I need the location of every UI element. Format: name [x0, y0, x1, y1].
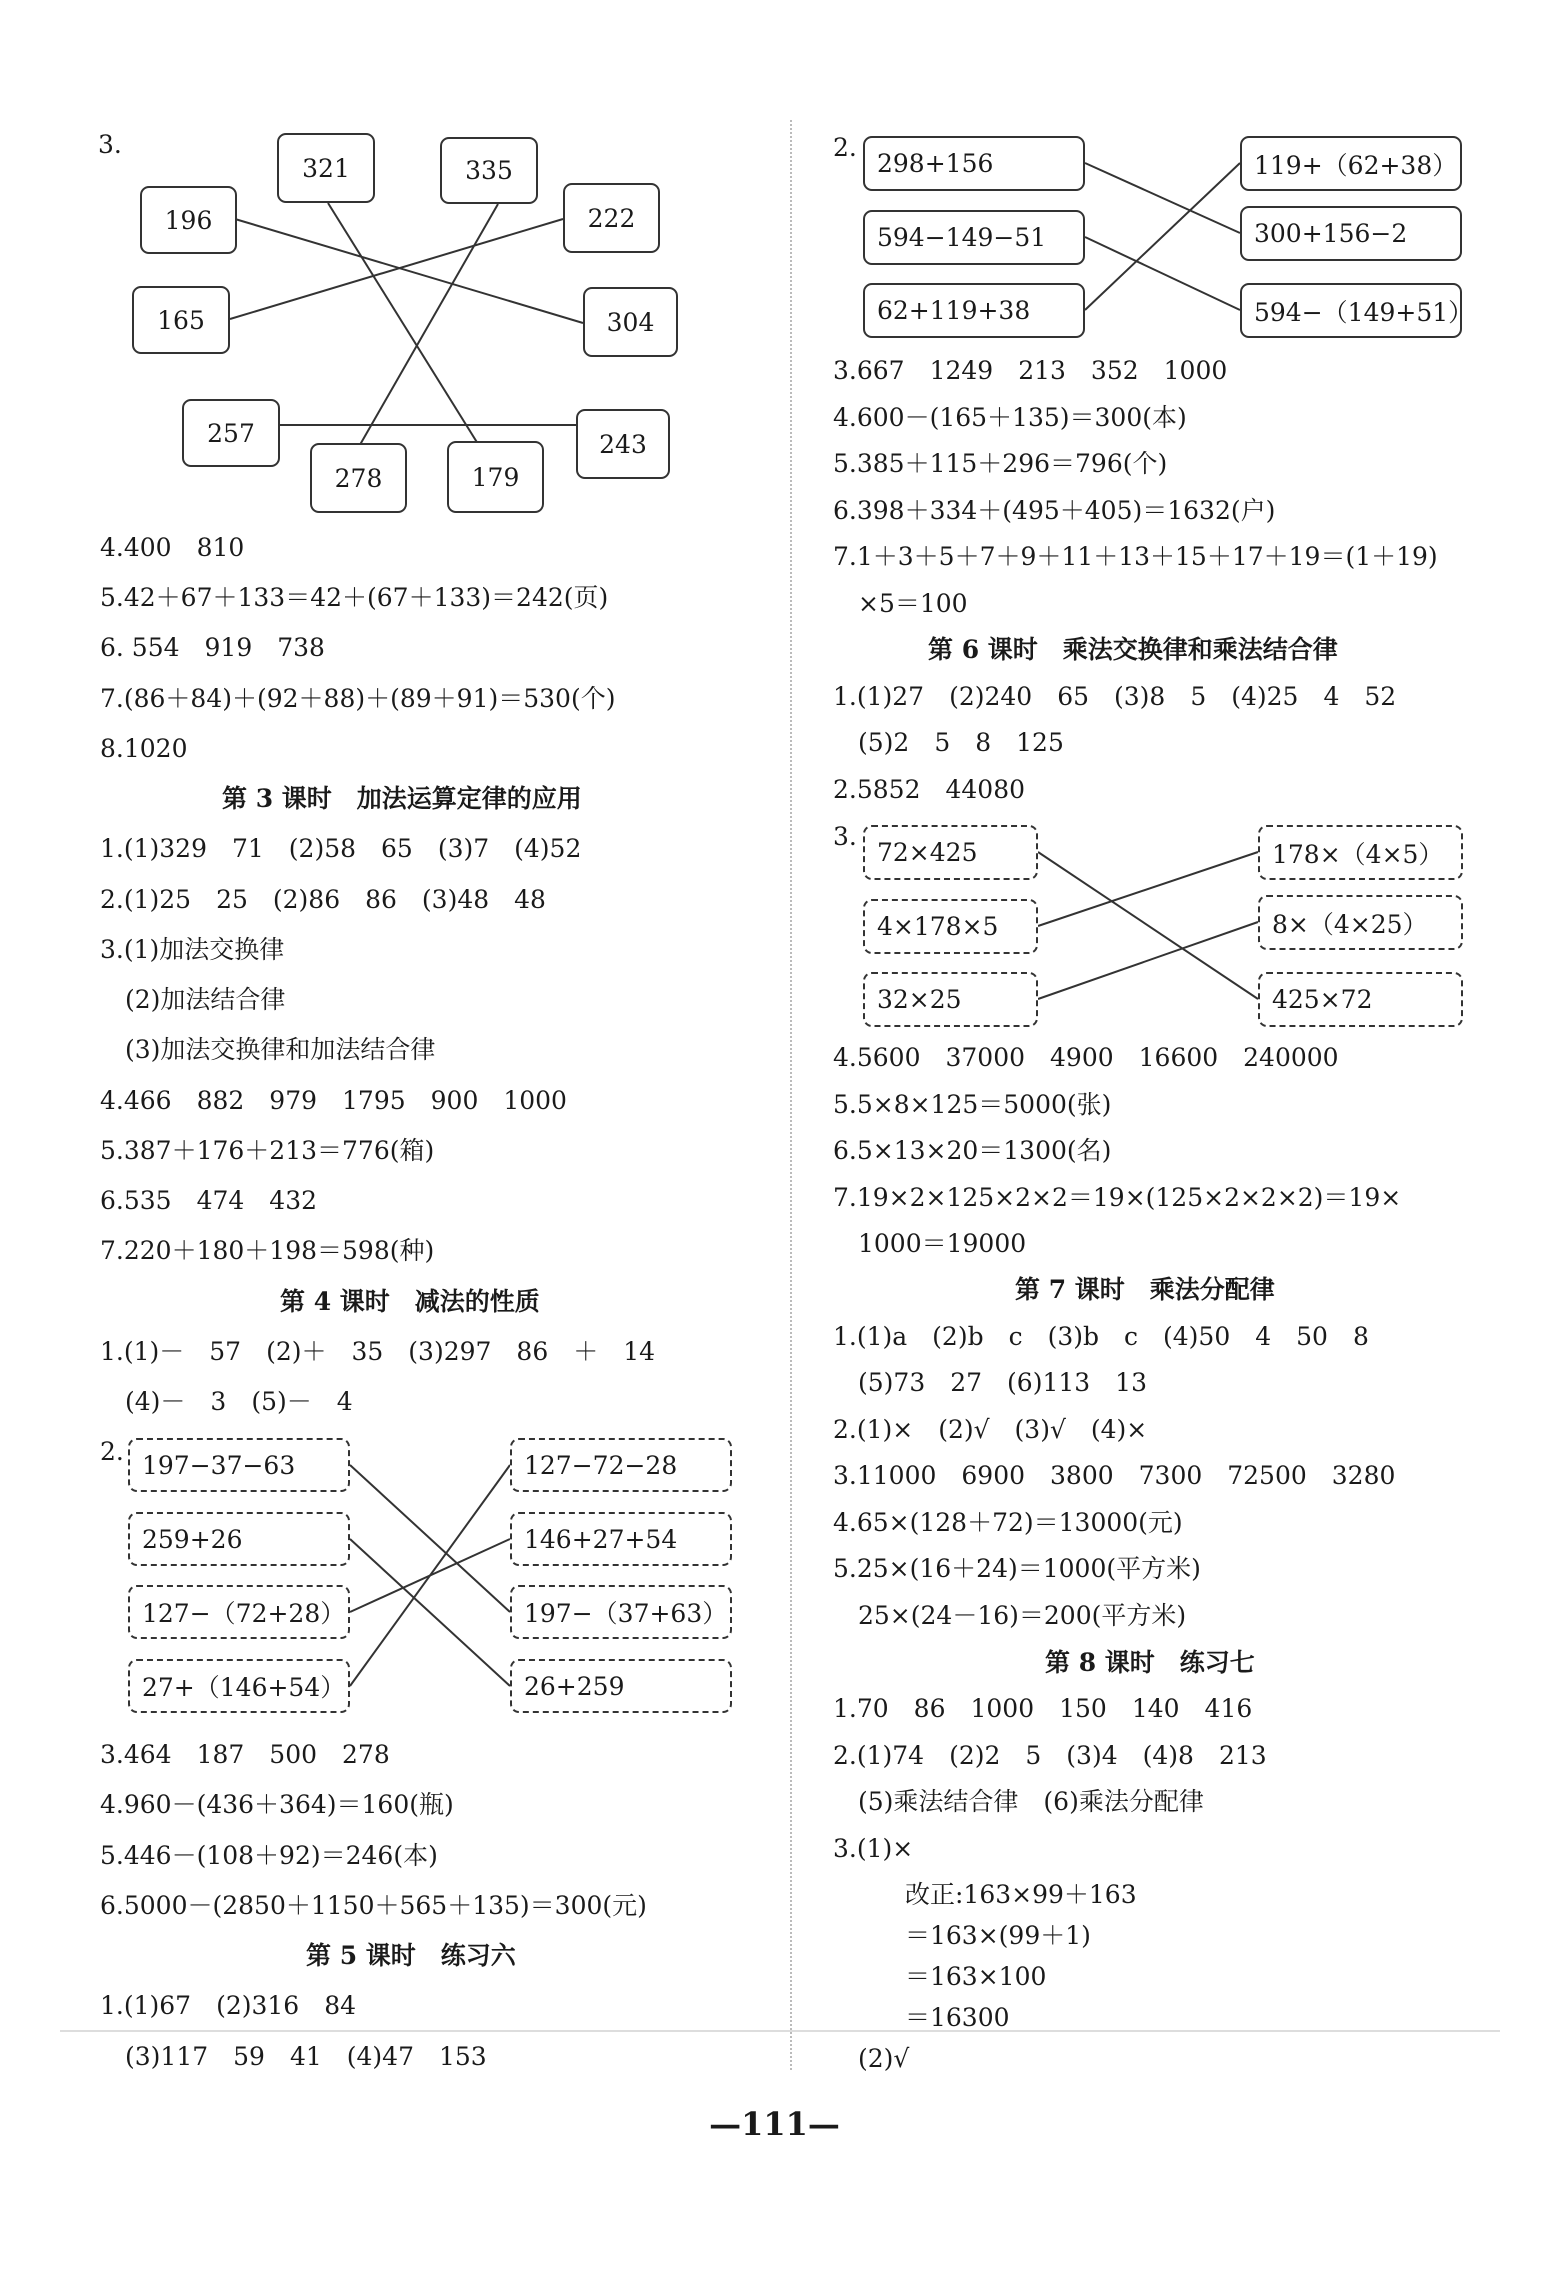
- expression-box: 26+259: [510, 1659, 732, 1713]
- number-box-335: 335: [440, 137, 538, 204]
- answer-line: 6.535 474 432: [100, 1186, 318, 1215]
- q3-label: 3.: [98, 130, 122, 159]
- expression-box: 594−149−51: [863, 210, 1085, 265]
- answer-line: ×5＝100: [833, 589, 968, 618]
- answer-line: 4.400 810: [100, 533, 245, 562]
- answer-line: (3)加法交换律和加法结合律: [100, 1035, 436, 1064]
- answer-line: 1.(1)67 (2)316 84: [100, 1991, 357, 2020]
- number-box-243: 243: [576, 409, 670, 479]
- correction-line: ＝163×100: [905, 1962, 1047, 1991]
- expression-box: 127−（72+28）: [128, 1585, 350, 1639]
- answer-line: 3.(1)×: [833, 1834, 914, 1863]
- expression-box: 300+156−2: [1240, 206, 1462, 261]
- answer-line: (2)加法结合律: [100, 985, 286, 1014]
- answer-line: 4.600－(165＋135)＝300(本): [833, 403, 1187, 432]
- answer-line: 6.398＋334＋(495＋405)＝1632(户): [833, 496, 1276, 525]
- correction-line: ＝16300: [905, 2003, 1010, 2032]
- q2-label: 2.: [100, 1437, 124, 1466]
- answer-line: 5.387＋176＋213＝776(箱): [100, 1136, 435, 1165]
- lesson-8-heading: 第 8 课时 练习七: [1045, 1648, 1255, 1677]
- answer-line: 6. 554 919 738: [100, 633, 325, 662]
- footer-rule: [60, 2030, 1500, 2032]
- answer-line: 4.65×(128＋72)＝13000(元): [833, 1508, 1183, 1537]
- answer-line: 3.667 1249 213 352 1000: [833, 356, 1228, 385]
- answer-line: 7.1＋3＋5＋7＋9＋11＋13＋15＋17＋19＝(1＋19): [833, 542, 1438, 571]
- answer-line: (2)√: [858, 2044, 910, 2073]
- expression-box: 298+156: [863, 136, 1085, 191]
- expression-box: 8×（4×25）: [1258, 895, 1463, 950]
- answer-line: 7.19×2×125×2×2＝19×(125×2×2×2)＝19×: [833, 1183, 1402, 1212]
- answer-line: 2.(1)74 (2)2 5 (3)4 (4)8 213: [833, 1741, 1267, 1770]
- lesson-3-heading: 第 3 课时 加法运算定律的应用: [222, 784, 582, 813]
- lesson-7-heading: 第 7 课时 乘法分配律: [1015, 1275, 1275, 1304]
- expression-box: 32×25: [863, 972, 1038, 1027]
- answer-line: 2.(1)25 25 (2)86 86 (3)48 48: [100, 885, 546, 914]
- number-box-196: 196: [140, 186, 237, 254]
- column-divider: [790, 120, 792, 2070]
- number-box-304: 304: [583, 287, 678, 357]
- number-box-179: 179: [447, 441, 544, 513]
- expression-box: 72×425: [863, 825, 1038, 880]
- answer-line: 4.466 882 979 1795 900 1000: [100, 1086, 567, 1115]
- answer-line: 2.(1)× (2)√ (3)√ (4)×: [833, 1415, 1148, 1444]
- answer-line: 7.220＋180＋198＝598(种): [100, 1236, 435, 1265]
- answer-line: 3.464 187 500 278: [100, 1740, 390, 1769]
- q2-label-right: 2.: [833, 133, 857, 162]
- expression-box: 594−（149+51）: [1240, 283, 1462, 338]
- answer-line: 3.(1)加法交换律: [100, 935, 285, 964]
- answer-line: (5)乘法结合律 (6)乘法分配律: [833, 1787, 1204, 1816]
- answer-line: (5)2 5 8 125: [833, 728, 1064, 757]
- answer-line: 1000＝19000: [833, 1229, 1027, 1258]
- answer-line: 7.(86＋84)＋(92＋88)＋(89＋91)＝530(个): [100, 684, 616, 713]
- answer-line: (3)117 59 41 (4)47 153: [100, 2042, 487, 2071]
- expression-box: 119+（62+38）: [1240, 136, 1462, 191]
- answer-line: 1.(1)－ 57 (2)＋ 35 (3)297 86 ＋ 14: [100, 1337, 656, 1366]
- number-box-321: 321: [277, 133, 375, 203]
- expression-box: 259+26: [128, 1512, 350, 1566]
- number-box-278: 278: [310, 443, 407, 513]
- answer-line: 4.960－(436＋364)＝160(瓶): [100, 1790, 454, 1819]
- q3-label-right: 3.: [833, 822, 857, 851]
- answer-line: (5)73 27 (6)113 13: [833, 1368, 1147, 1397]
- expression-box: 146+27+54: [510, 1512, 732, 1566]
- number-box-222: 222: [563, 183, 660, 253]
- number-box-165: 165: [132, 286, 230, 354]
- answer-line: 1.(1)27 (2)240 65 (3)8 5 (4)25 4 52: [833, 682, 1397, 711]
- expression-box: 178×（4×5）: [1258, 825, 1463, 880]
- expression-box: 197−（37+63）: [510, 1585, 732, 1639]
- expression-box: 4×178×5: [863, 899, 1038, 954]
- lesson-5-heading: 第 5 课时 练习六: [306, 1941, 516, 1970]
- expression-box: 62+119+38: [863, 283, 1085, 338]
- expression-box: 425×72: [1258, 972, 1463, 1027]
- answer-line: 3.11000 6900 3800 7300 72500 3280: [833, 1461, 1396, 1490]
- answer-line: 5.385＋115＋296＝796(个): [833, 449, 1168, 478]
- answer-line: 1.70 86 1000 150 140 416: [833, 1694, 1253, 1723]
- answer-line: 5.42＋67＋133＝42＋(67＋133)＝242(页): [100, 583, 609, 612]
- answer-line: 4.5600 37000 4900 16600 240000: [833, 1043, 1339, 1072]
- answer-line: 25×(24－16)＝200(平方米): [833, 1601, 1187, 1630]
- page-number: —111—: [709, 2105, 840, 2143]
- answer-line: 8.1020: [100, 734, 188, 763]
- answer-line: 5.446－(108＋92)＝246(本): [100, 1841, 438, 1870]
- expression-box: 127−72−28: [510, 1438, 732, 1492]
- answer-line: 5.5×8×125＝5000(张): [833, 1090, 1112, 1119]
- lesson-6-heading: 第 6 课时 乘法交换律和乘法结合律: [928, 635, 1338, 664]
- answer-line: 6.5×13×20＝1300(名): [833, 1136, 1112, 1165]
- correction-line: ＝163×(99＋1): [905, 1921, 1091, 1950]
- lesson-4-heading: 第 4 课时 减法的性质: [280, 1287, 540, 1316]
- answer-line: 6.5000－(2850＋1150＋565＋135)＝300(元): [100, 1891, 647, 1920]
- number-box-257: 257: [182, 399, 280, 467]
- answer-line: 5.25×(16＋24)＝1000(平方米): [833, 1554, 1201, 1583]
- expression-box: 197−37−63: [128, 1438, 350, 1492]
- answer-line: 1.(1)a (2)b c (3)b c (4)50 4 50 8: [833, 1322, 1369, 1351]
- expression-box: 27+（146+54）: [128, 1659, 350, 1713]
- correction-line: 改正:163×99＋163: [905, 1880, 1137, 1909]
- answer-line: 2.5852 44080: [833, 775, 1026, 804]
- answer-line: 1.(1)329 71 (2)58 65 (3)7 (4)52: [100, 834, 582, 863]
- answer-line: (4)－ 3 (5)－ 4: [100, 1387, 353, 1416]
